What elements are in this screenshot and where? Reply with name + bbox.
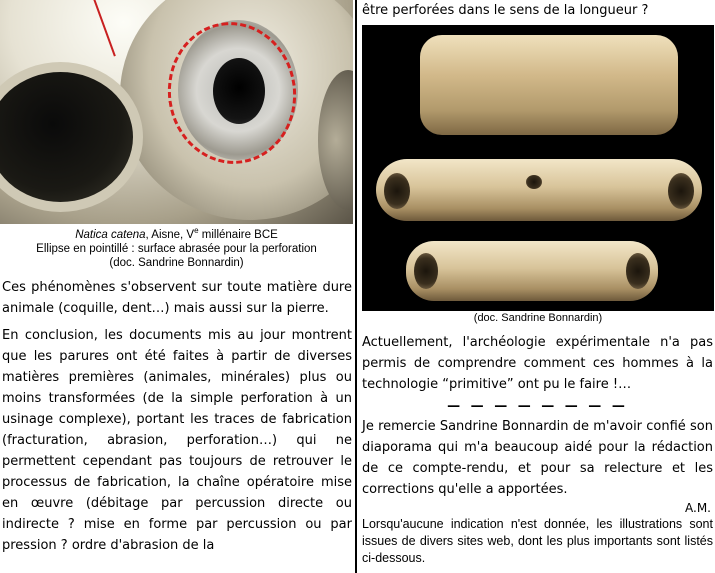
bead-hole xyxy=(414,253,438,289)
bead-bottom xyxy=(406,241,658,301)
shell-photo xyxy=(0,0,353,224)
left-body-text xyxy=(2,277,352,562)
red-pointer-line xyxy=(92,0,116,56)
shell-caption-line2: Ellipse en pointillé : surface abrasée pour la perforation xyxy=(36,242,317,255)
right-paragraph-1: Actuellement, l'archéologie expérimentale n'a pas permis de comprendre comment ces hommes à la technologie “primitive” ont pu le faire !… xyxy=(362,335,713,392)
bead-hole xyxy=(384,173,410,209)
shell-caption-line1 xyxy=(0,224,353,242)
bead-hole xyxy=(526,175,542,189)
sources-note: Lorsqu'aucune indication n'est donnée, les illustrations sont issues de divers sites web, dont les plus importants sont listés ci-dessous. xyxy=(362,517,713,565)
bead-top xyxy=(420,35,678,135)
left-paragraph-1: Ces phénomènes s'observent sur toute matière dure animale (coquille, dent…) mais aussi sur la pierre. xyxy=(2,280,352,316)
right-top-line: être perforées dans le sens de la longueur ? xyxy=(362,3,649,18)
caption-location: , Aisne, V xyxy=(145,228,195,241)
shell-caption-credit: (doc. Sandrine Bonnardin) xyxy=(109,256,244,269)
bead-hole xyxy=(626,253,650,289)
column-divider xyxy=(355,0,357,573)
dash-separator: — — — — — — — — xyxy=(447,399,628,414)
caption-superscript: e xyxy=(194,226,199,235)
shell-caption xyxy=(0,224,353,270)
acknowledgement-text: Je remercie Sandrine Bonnardin de m'avoir confié son diaporama qui m'a beaucoup aidé pour la rédaction de ce compte-rendu, et pour sa relecture et les corrections qu'elle a apportées. xyxy=(362,419,713,497)
bead-hole xyxy=(668,173,694,209)
species-name: Natica catena xyxy=(75,228,146,241)
beads-photo xyxy=(362,25,714,311)
signature: A.M. xyxy=(685,501,711,515)
left-paragraph-2: En conclusion, les documents mis au jour montrent que les parures ont été faites à partir de diverses matières premières (animales, minérales) plus ou moins transformées (de la simple perforation à un usinage complexe), portant les traces de fabrication (fracturation, abrasion, perforation…) qui ne permettent cependant pas toujours de retrouver le processus de fabrication, la chaîne opératoire mise en œuvre (débitage par percussion directe ou indirecte ? mise en forme par percussion ou par pression ? ordre d'abrasion de la xyxy=(2,328,352,553)
bead-middle xyxy=(376,159,702,221)
caption-period: millénaire BCE xyxy=(198,228,278,241)
beads-caption: (doc. Sandrine Bonnardin) xyxy=(473,312,603,324)
